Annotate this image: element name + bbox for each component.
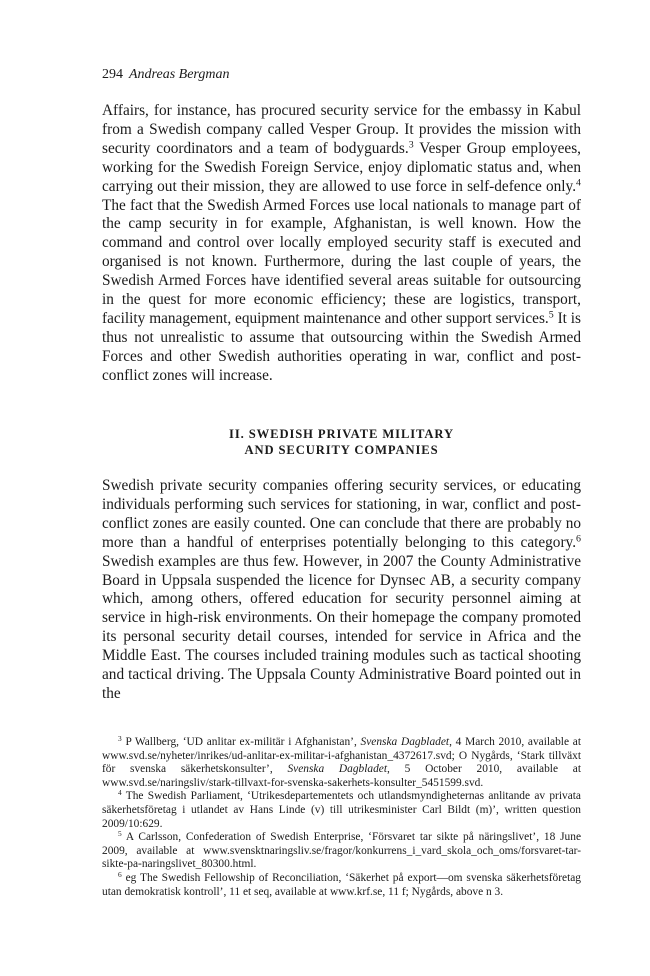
page-number: 294 bbox=[102, 67, 123, 82]
footnote-ref[interactable]: 4 bbox=[576, 177, 581, 189]
footnotes bbox=[102, 733, 581, 899]
body-paragraph bbox=[102, 102, 581, 386]
section-heading-line: AND SECURITY COMPANIES bbox=[244, 443, 439, 457]
footnote bbox=[102, 790, 581, 831]
footnote-ref[interactable]: 6 bbox=[576, 533, 581, 545]
footnote-text: eg The Swedish Fellowship of Reconciliation, ‘Säkerhet på export—om svenska säkerhetsföretag utan demokratisk kontroll’, 11 et seq, available at www.krf.se, 11 f; Nygårds, above n 3. bbox=[102, 871, 581, 898]
footnote-number: 3 bbox=[118, 733, 122, 743]
footnote-ref[interactable]: 3 bbox=[408, 139, 414, 151]
footnote-text: , 5 October 2010, available at www.svd.se/naringsliv/stark-tillvaxt-for-svenska-sakerhets-konsulter_5451599.svd. bbox=[102, 763, 581, 789]
footnote bbox=[102, 733, 581, 790]
footnote bbox=[102, 869, 581, 899]
footnote-number: 5 bbox=[118, 829, 122, 839]
running-head-author: Andreas Bergman bbox=[129, 67, 230, 82]
footnote-source-title: Svenska Dagbladet bbox=[287, 763, 388, 776]
section-heading bbox=[102, 426, 581, 458]
footnote-text: P Wallberg, ‘UD anlitar ex-militär i Afghanistan’, bbox=[121, 736, 361, 748]
running-head bbox=[102, 66, 229, 84]
body-paragraph bbox=[102, 477, 581, 704]
footnote-text: The Swedish Parliament, ‘Utrikesdepartementets och utlandsmyndigheternas anlitande av privata säkerhetsföretag i utlandet av Hans Linde (v) till utrikesminister Carl Bildt (m)’, written question 2009/10:629. bbox=[102, 790, 581, 830]
footnote-number: 6 bbox=[118, 869, 122, 879]
footnote-source-title: Svenska Dagbladet bbox=[360, 736, 450, 748]
paragraph-text: The fact that the Swedish Armed Forces use local nationals to manage part of the camp security in for example, Afghanistan, is well known. How the command and control over locally employed security staff is executed and organised is not known. Furthermore, during the last couple of years, the Swedish Armed Forces have identified several areas suitable for outsourcing in the quest for more economic efficiency; these are logistics, transport, facility management, equipment maintenance and other support services. bbox=[102, 196, 581, 327]
footnote-text: A Carlsson, Confederation of Swedish Enterprise, ‘Försvaret tar sikte på näringslivet’, 18 June 2009, available at www.svensktnaringsliv.se/fragor/konkurrens_i_vard_skola_och_oms/forsvaret-tar-sikte-pa-naringslivet_80300.html. bbox=[102, 831, 581, 871]
footnote bbox=[102, 831, 581, 872]
paragraph-text: Affairs, for instance, has procured security service for the embassy in Kabul from a Swedish company called Vesper Group. It provides the mission with security coordinators and a team of bodyguards. bbox=[102, 102, 581, 157]
paragraph-text: Swedish private security companies offering security services, or educating individuals performing such services for stationing, in war, conflict and post-conflict zones are easily counted. One can conclude that there are probably no more than a handful of enterprises potentially belonging to this category. bbox=[102, 477, 581, 551]
footnote-number: 4 bbox=[118, 788, 122, 798]
paragraph-text: It is thus not unrealistic to assume that outsourcing within the Swedish Armed Forces and other Swedish authorities operating in war, conflict and post-conflict zones will increase. bbox=[102, 309, 581, 384]
section-heading-line: II. SWEDISH PRIVATE MILITARY bbox=[229, 427, 454, 441]
paragraph-text: Swedish examples are thus few. However, in 2007 the County Administrative Board in Uppsala suspended the licence for Dynsec AB, a security company which, among others, offered education for security personnel aiming at service in high-risk environments. On their homepage the company promoted its personal security detail courses, intended for service in Africa and the Middle East. The courses included training modules such as tactical shooting and tactical driving. The Uppsala County Administrative Board pointed out in the bbox=[102, 552, 581, 702]
footnote-ref[interactable]: 5 bbox=[548, 309, 554, 321]
paragraph-text: Vesper Group employees, working for the Swedish Foreign Service, enjoy diplomatic status and, when carrying out their mission, they are allowed to use force in self-defence only. bbox=[102, 139, 581, 195]
footnote-text: , 4 March 2010, available at www.svd.se/nyheter/inrikes/ud-anlitar-ex-militar-i-afghanistan_4372617.svd; O Nygårds, ‘Stark tillväxt för svenska säkerhetskonsulter’, bbox=[102, 736, 581, 776]
